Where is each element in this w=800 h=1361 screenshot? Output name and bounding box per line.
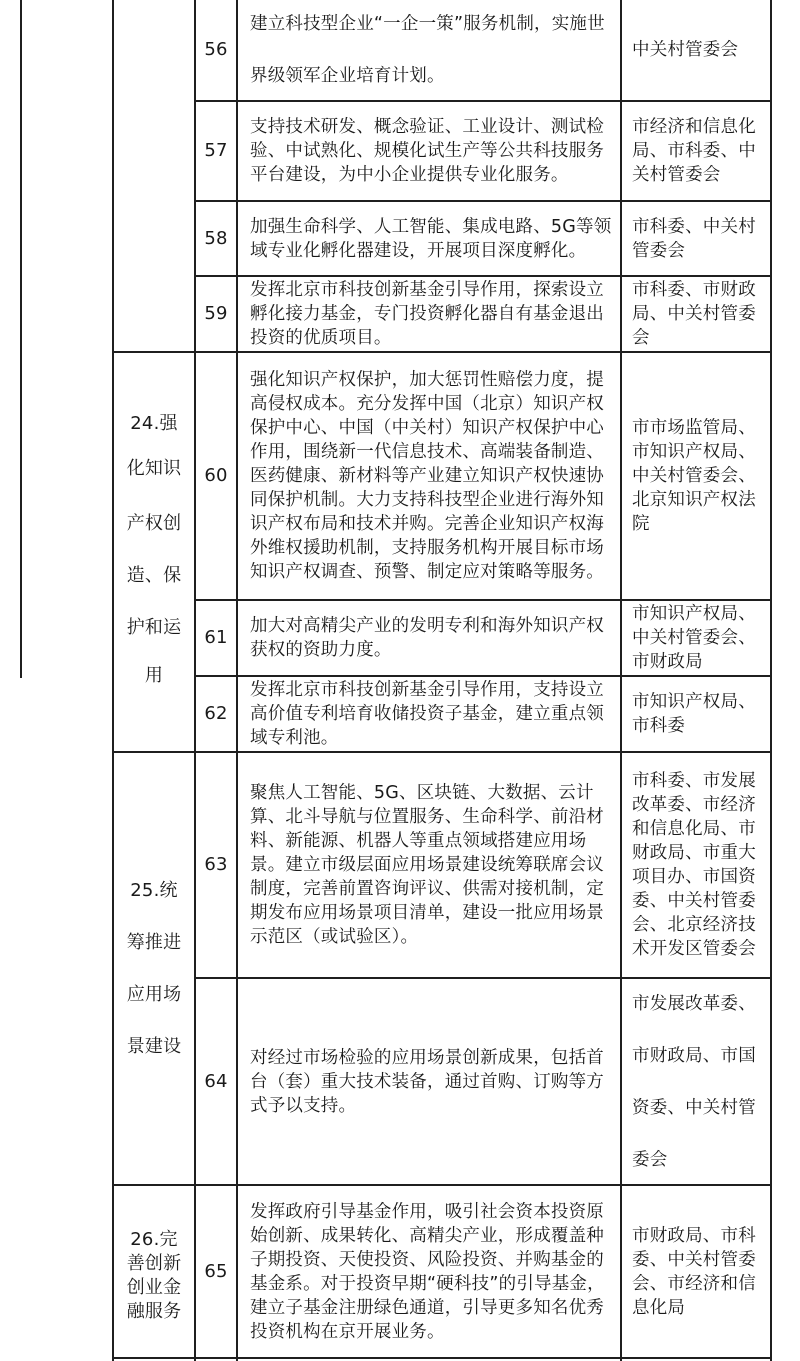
department-text: 市知识产权局、中关村管委会、市财政局 bbox=[632, 604, 756, 672]
category-cell-26: 26.完 善创新 创业金 融服务 bbox=[126, 1229, 182, 1322]
measure-text: 加强生命科学、人工智能、集成电路、5G等领域专业化孵化器建设，开展项目深度孵化。 bbox=[250, 216, 612, 261]
row-number: 56 bbox=[204, 39, 228, 60]
department-text: 中关村管委会 bbox=[632, 40, 739, 60]
department-text: 市经济和信息化局、市科委、中关村管委会 bbox=[632, 117, 756, 185]
row-number: 60 bbox=[204, 465, 228, 486]
department-text: 市财政局、市科委、中关村管委会、市经济和信息化局 bbox=[632, 1225, 756, 1318]
department-text: 市科委、市发展改革委、市经济和信息化局、市财政局、市重大项目办、市国资委、中关村管委会、北京经济技术开发区管委会 bbox=[632, 771, 756, 959]
measure-text: 加大对高精尖产业的发明专利和海外知识产权获权的资助力度。 bbox=[250, 616, 604, 660]
measure-text: 发挥北京市科技创新基金引导作用，探索设立孵化接力基金，专门投资孵化器自有基金退出投资的优质项目。 bbox=[250, 280, 604, 348]
department-text: 市知识产权局、市科委 bbox=[632, 692, 756, 736]
measure-text: 支持技术研发、概念验证、工业设计、测试检验、中试熟化、规模化试生产等公共科技服务平台建设，为中小企业提供专业化服务。 bbox=[250, 117, 604, 185]
department-text: 市科委、市财政局、中关村管委会 bbox=[632, 280, 756, 348]
row-number: 61 bbox=[204, 627, 228, 648]
measure-text: 对经过市场检验的应用场景创新成果，包括首台（套）重大技术装备，通过首购、订购等方式予以支持。 bbox=[250, 1047, 604, 1116]
department-text: 市发展改革委、市财政局、市国资委、中关村管委会 bbox=[632, 993, 756, 1170]
table-right-border bbox=[770, 0, 772, 1361]
row-number: 58 bbox=[204, 227, 228, 249]
department-text: 市科委、中关村管委会 bbox=[632, 216, 756, 261]
table-left-border bbox=[20, 0, 22, 678]
row-number: 65 bbox=[204, 1260, 228, 1282]
measure-text: 强化知识产权保护，加大惩罚性赔偿力度，提高侵权成本。充分发挥中国（北京）知识产权保护中心、中国（中关村）知识产权保护中心作用，围绕新一代信息技术、高端装备制造、医药健康、新材料等产业建立知识产权快速协同保护机制。大力支持科技型企业进行海外知识产权布局和技术并购。完善企业知识产权海外维权援助机制，支持服务机构开展目标市场知识产权调查、预警、制定应对策略等服务。 bbox=[250, 370, 604, 582]
row-number: 62 bbox=[204, 703, 228, 724]
category-cell-24: 24.强 化知识 产权创 造、保 护和运 用 bbox=[126, 412, 182, 686]
row-number: 59 bbox=[204, 303, 228, 324]
department-text: 市市场监管局、市知识产权局、中关村管委会、北京知识产权法院 bbox=[632, 418, 756, 534]
measure-text: 发挥北京市科技创新基金引导作用，支持设立高价值专利培育收储投资子基金，建立重点领域专利池。 bbox=[250, 680, 604, 748]
measure-text: 建立科技型企业“一企一策”服务机制，实施世界级领军企业培育计划。 bbox=[250, 14, 605, 86]
row-number: 63 bbox=[204, 854, 228, 875]
measure-text: 聚焦人工智能、5G、区块链、大数据、云计算、北斗导航与位置服务、生命科学、前沿材料、新能源、机器人等重点领域搭建应用场景。建立市级层面应用场景建设统筹联席会议制度，完善前置咨询评议、供需对接机制，定期发布应用场景项目清单，建设一批应用场景示范区（或试验区）。 bbox=[250, 783, 604, 947]
measure-text: 发挥政府引导基金作用，吸引社会资本投资原始创新、成果转化、高精尖产业，形成覆盖种子期投资、天使投资、风险投资、并购基金的基金系。对于投资早期“硬科技”的引导基金，建立子基金注册绿色通道，引导更多知名优秀投资机构在京开展业务。 bbox=[250, 1201, 605, 1342]
category-cell-25: 25.统 筹推进 应用场 景建设 bbox=[126, 879, 182, 1057]
row-number: 64 bbox=[204, 1070, 228, 1092]
table-bottom-border bbox=[112, 1357, 772, 1359]
row-number: 57 bbox=[204, 140, 228, 161]
